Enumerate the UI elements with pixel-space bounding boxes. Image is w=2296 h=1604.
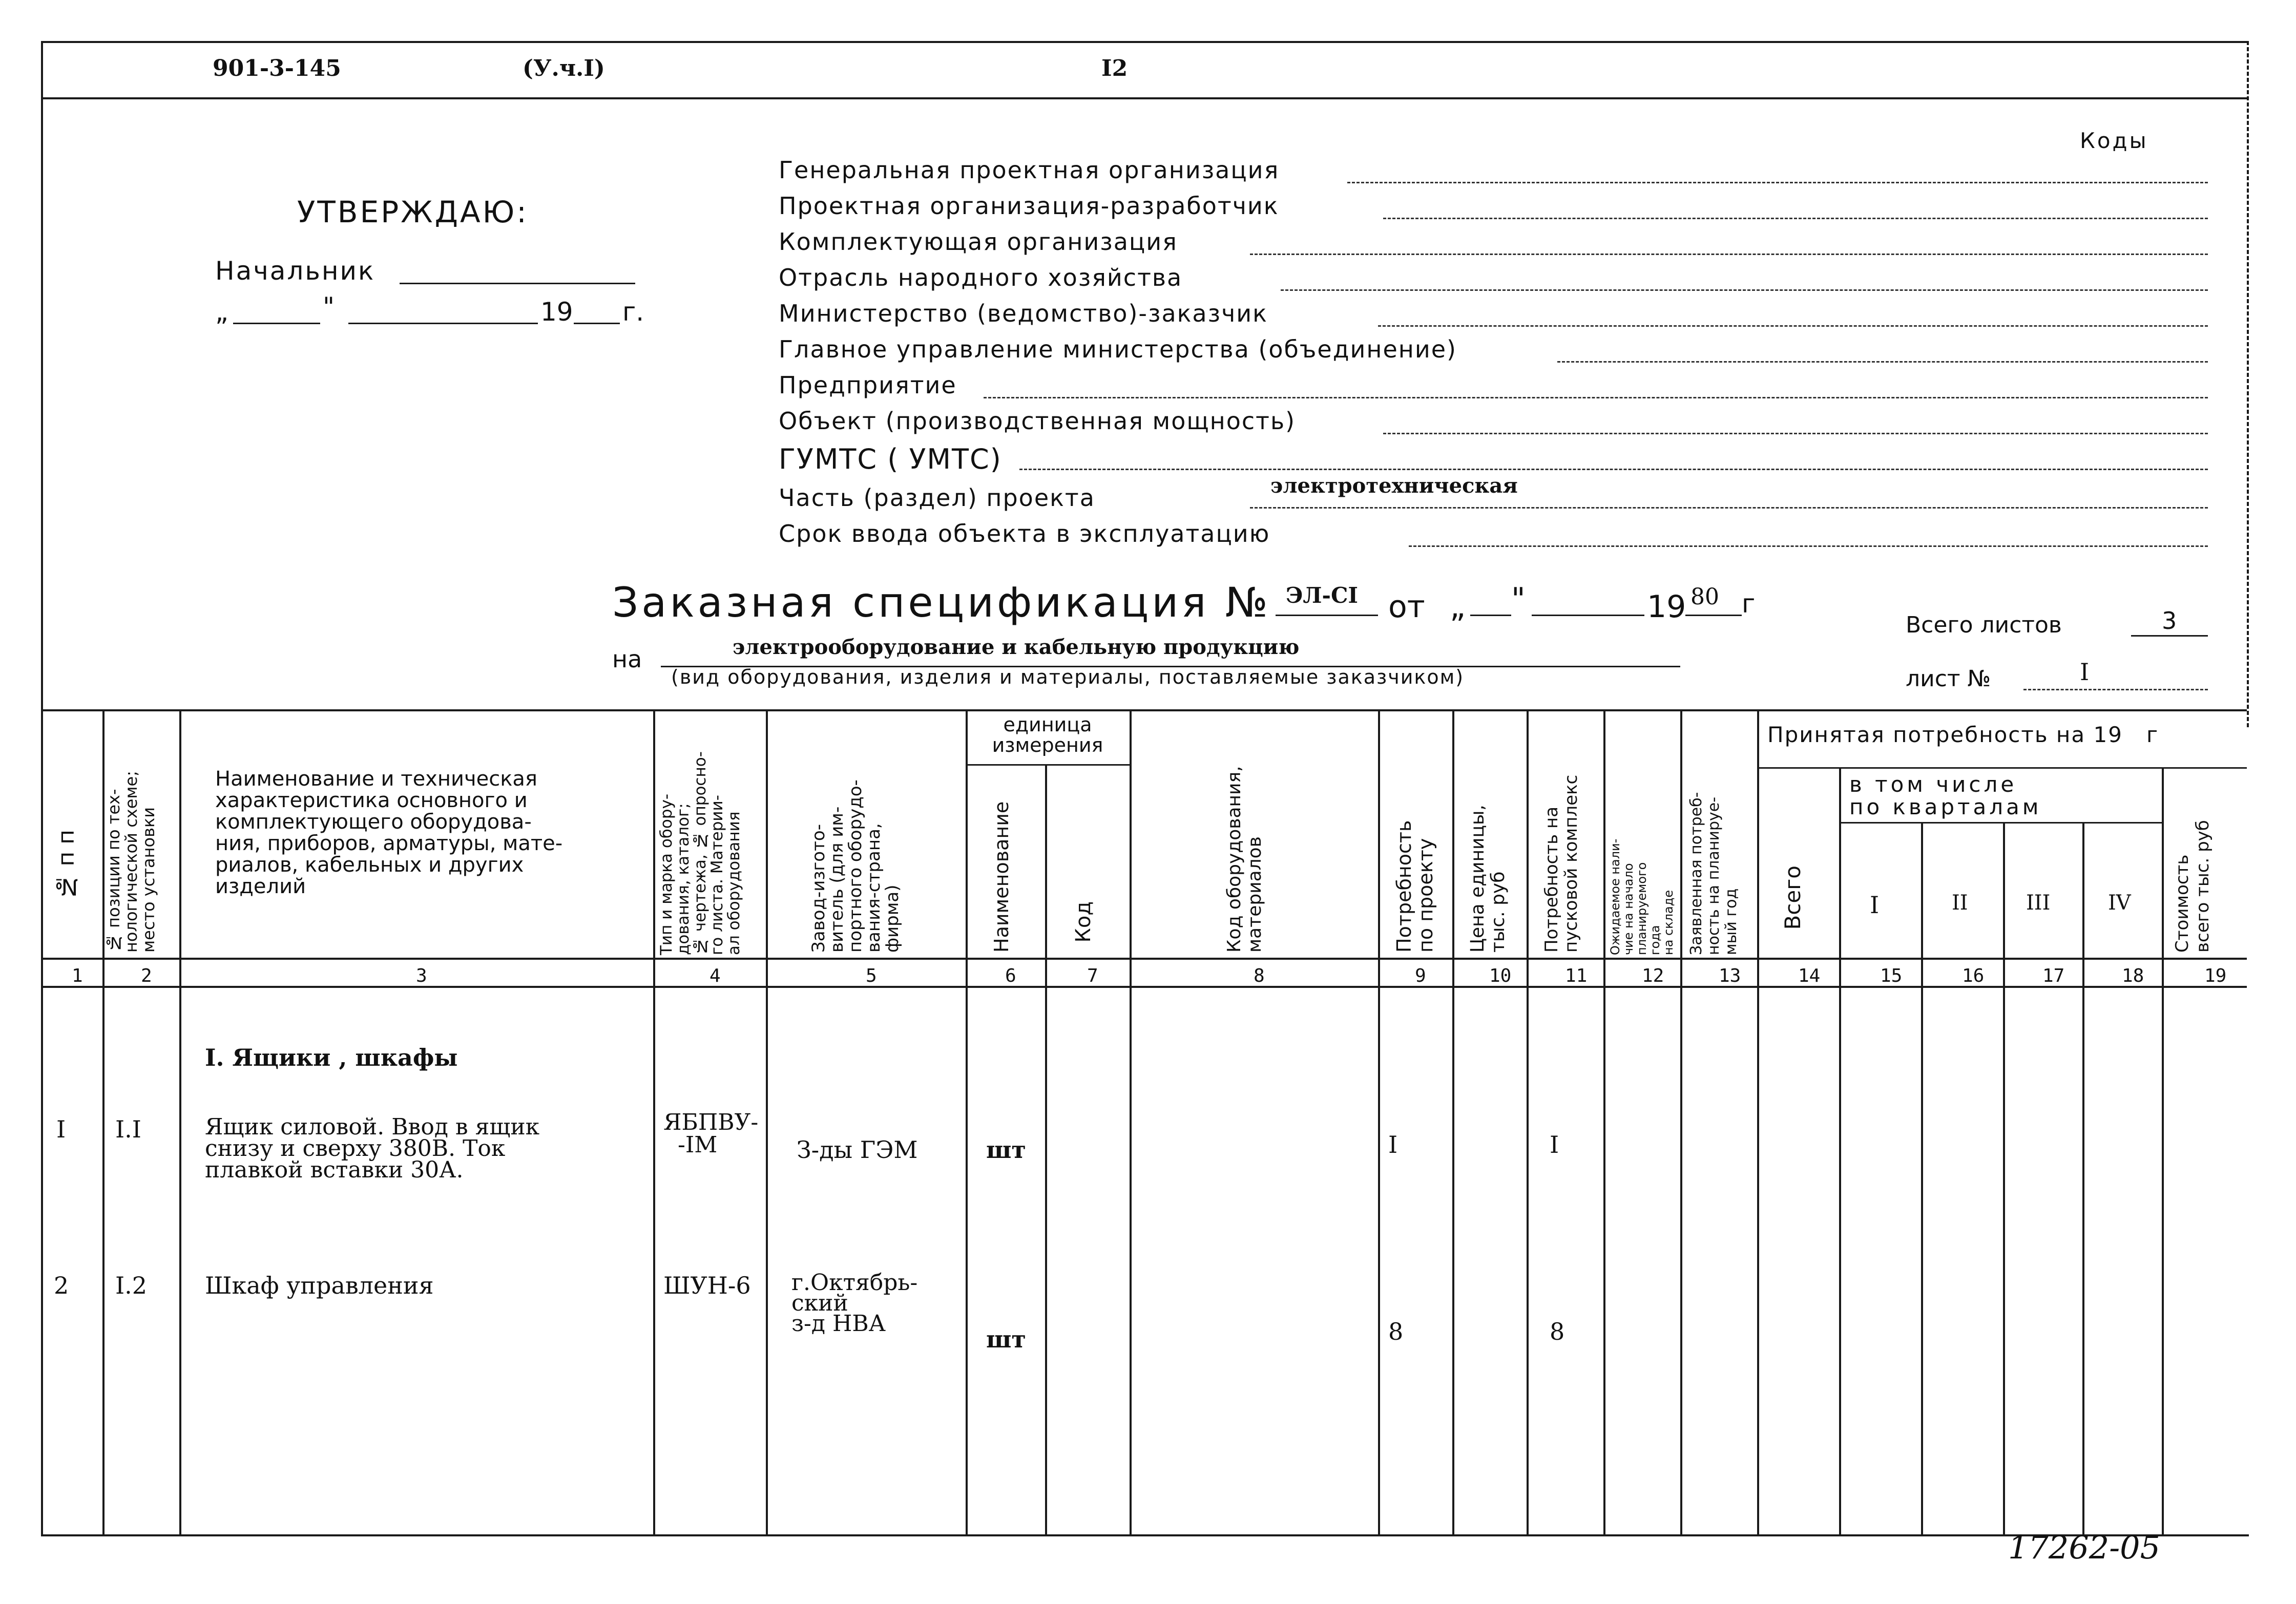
col-num-5: 5 xyxy=(866,965,877,986)
spec-year-line xyxy=(1685,615,1742,616)
section-title: I. Ящики , шкафы xyxy=(205,1044,458,1071)
col-num-15: 15 xyxy=(1880,965,1903,986)
sheet-value: I xyxy=(2080,658,2090,686)
spec-on-label: на xyxy=(612,645,642,673)
col-num-11: 11 xyxy=(1565,965,1588,986)
accepted-group-line xyxy=(1757,767,2247,769)
field-ministry-line xyxy=(1378,325,2208,327)
row-name: Шкаф управления xyxy=(205,1272,434,1299)
col-header-11: Потребность на пусковой комплекс xyxy=(1541,774,1581,953)
header-separator xyxy=(41,97,2249,99)
unit-group-line xyxy=(966,764,1130,766)
col-num-4: 4 xyxy=(709,965,721,986)
col-header-19: Стоимость всего тыс. руб xyxy=(2172,820,2213,953)
col-header-16: II xyxy=(1952,891,1968,915)
row-position: I.I xyxy=(115,1115,141,1143)
field-industry: Отрасль народного хозяйства xyxy=(779,264,1183,291)
table-top xyxy=(41,709,2247,711)
field-project-part-line xyxy=(1250,507,2208,509)
date-day-line xyxy=(233,323,320,324)
spec-year-prefix: 19 xyxy=(1647,589,1686,625)
col-num-9: 9 xyxy=(1415,965,1426,986)
col-header-10: Цена единицы, тыс. руб xyxy=(1467,805,1509,953)
col-num-3: 3 xyxy=(416,965,427,986)
quarters-group-line xyxy=(1839,822,2162,824)
col-sep-6 xyxy=(1045,764,1047,1534)
col-num-1: 1 xyxy=(72,965,83,986)
date-month-line xyxy=(348,323,538,324)
col-num-18: 18 xyxy=(2122,965,2144,986)
date-year-line xyxy=(574,323,620,324)
row-qty-launch: I xyxy=(1550,1131,1559,1158)
table-bottom xyxy=(41,1534,2247,1536)
col-header-13: Заявленная потреб- ность на планируе- мый год xyxy=(1687,792,1740,955)
col-header-15: I xyxy=(1870,891,1880,919)
field-object: Объект (производственная мощность) xyxy=(779,407,1296,435)
field-enterprise-line xyxy=(984,397,2208,398)
row-name: Ящик силовой. Ввод в ящик снизу и сверху 380В. Ток плавкой вставки 30А. xyxy=(205,1114,540,1183)
row-type: ЯБПВУ- -IМ xyxy=(663,1109,759,1158)
col-sep-9 xyxy=(1452,709,1454,1534)
col-sep-4 xyxy=(766,709,768,1534)
frame-left xyxy=(41,41,43,1536)
codes-label: Коды xyxy=(2080,128,2148,153)
total-sheets-value: 3 xyxy=(2162,607,2177,635)
col-header-4: Тип и марка обору- дования, каталог; № чертежа, № опросно- го листа. Материи- ал оборудования xyxy=(657,751,743,955)
date-year-suffix: г. xyxy=(622,297,644,327)
frame-top xyxy=(41,41,2249,43)
row-number: 2 xyxy=(54,1272,69,1299)
doc-code: 901-3-145 xyxy=(213,55,341,81)
col-header-7: Код xyxy=(1072,901,1095,943)
field-commissioning-line xyxy=(1409,545,2208,547)
col-num-10: 10 xyxy=(1489,965,1512,986)
col-num-6: 6 xyxy=(1005,965,1016,986)
col-sep-7 xyxy=(1130,709,1132,1534)
spec-year-suffix: г xyxy=(1742,589,1756,619)
row-number: I xyxy=(56,1115,66,1143)
row-position: I.2 xyxy=(115,1272,148,1299)
row-qty-launch: 8 xyxy=(1550,1318,1565,1345)
col-header-8: Код оборудования, материалов xyxy=(1224,766,1265,953)
spec-number: ЭЛ-CI xyxy=(1286,583,1359,608)
spec-quote-open: „ xyxy=(1450,589,1466,625)
field-object-line xyxy=(1383,433,2208,434)
page-number: I2 xyxy=(1101,55,1128,81)
spec-subject: электрооборудование и кабельную продукцию xyxy=(733,635,1300,659)
col-num-17: 17 xyxy=(2042,965,2065,986)
spec-year-value: 80 xyxy=(1690,584,1719,610)
col-header-2: № позиции по тех- нологической схеме; место установки xyxy=(104,770,158,953)
col-sep-8 xyxy=(1378,709,1380,1534)
total-sheets-label: Всего листов xyxy=(1906,612,2062,638)
col-header-1: № п п xyxy=(53,830,79,900)
col-num-13: 13 xyxy=(1719,965,1741,986)
row-qty-project: I xyxy=(1388,1131,1398,1158)
field-project-part-value: электротехническая xyxy=(1270,474,1518,498)
field-industry-line xyxy=(1281,289,2208,291)
col-header-12: Ожидаемое нали- чие на начало планируемого года на складе xyxy=(1608,838,1676,955)
field-project-part: Часть (раздел) проекта xyxy=(779,484,1095,512)
footer-stamp: 17262-05 xyxy=(2008,1529,2161,1566)
col-sep-11 xyxy=(1603,709,1605,1534)
col-num-19: 19 xyxy=(2204,965,2227,986)
col-sep-5 xyxy=(966,709,968,1534)
col-header-9: Потребность по проекту xyxy=(1393,820,1437,953)
volume-label: (У.ч.I) xyxy=(523,55,605,81)
col-num-14: 14 xyxy=(1798,965,1821,986)
table-colnum-bottom xyxy=(41,986,2247,988)
col-header-18: IV xyxy=(2108,891,2131,915)
spec-title: Заказная спецификация № xyxy=(612,579,1271,626)
col-sep-14 xyxy=(1839,767,1841,1534)
spec-number-line xyxy=(1276,615,1378,616)
frame-right xyxy=(2247,41,2249,727)
row-maker: З-ды ГЭМ xyxy=(797,1136,918,1164)
spec-day-line xyxy=(1470,615,1511,616)
field-design-org: Проектная организация-разработчик xyxy=(779,192,1279,220)
quarters-group-header: в том числе по кварталам xyxy=(1849,772,2042,819)
row-unit: шт xyxy=(986,1325,1026,1353)
col-num-2: 2 xyxy=(141,965,152,986)
row-type: ШУН-6 xyxy=(663,1272,751,1299)
col-header-6: Наименование xyxy=(990,801,1013,953)
date-year-prefix: 19 xyxy=(540,297,573,327)
sheet-line xyxy=(2023,689,2208,690)
field-main-directorate: Главное управление министерства (объединение) xyxy=(779,335,1457,363)
table-header-bottom xyxy=(41,958,2247,960)
date-quote-close: " xyxy=(323,292,335,322)
col-sep-17 xyxy=(2082,822,2084,1534)
col-sep-2 xyxy=(179,709,181,1534)
field-main-directorate-line xyxy=(1557,361,2208,363)
col-sep-12 xyxy=(1680,709,1682,1534)
approval-title: УТВЕРЖДАЮ: xyxy=(297,195,529,229)
field-ministry: Министерство (ведомство)-заказчик xyxy=(779,300,1268,327)
date-quote-open: „ xyxy=(215,297,228,327)
chief-label: Начальник xyxy=(215,256,375,286)
col-sep-15 xyxy=(1921,822,1923,1534)
row-qty-project: 8 xyxy=(1388,1318,1404,1345)
col-sep-13 xyxy=(1757,709,1759,1534)
row-unit: шт xyxy=(986,1136,1026,1164)
field-supply-org-line xyxy=(1250,254,2208,255)
spec-from-label: от xyxy=(1388,589,1425,625)
col-sep-3 xyxy=(653,709,655,1534)
col-header-5: Завод-изгото- витель (для им- портного оборудо- вания-страна, фирма) xyxy=(808,779,903,953)
col-num-8: 8 xyxy=(1254,965,1265,986)
field-supply-org: Комплектующая организация xyxy=(779,228,1178,256)
spec-month-line xyxy=(1532,615,1644,616)
col-num-7: 7 xyxy=(1087,965,1098,986)
col-sep-18 xyxy=(2162,767,2164,1534)
col-num-12: 12 xyxy=(1642,965,1664,986)
unit-group-header: единица измерения xyxy=(992,713,1103,756)
col-num-16: 16 xyxy=(1962,965,1985,986)
sheet-label: лист № xyxy=(1906,666,1991,692)
spec-quote-close: " xyxy=(1511,581,1526,617)
col-sep-10 xyxy=(1527,709,1529,1534)
field-gumts: ГУМТС ( УМТС) xyxy=(779,443,1002,475)
chief-line xyxy=(400,283,635,284)
field-gumts-line xyxy=(1019,469,2208,470)
row-maker: г.Октябрь- ский з-д НВА xyxy=(791,1270,918,1337)
col-header-17: III xyxy=(2026,891,2051,915)
field-general-org: Генеральная проектная организация xyxy=(779,156,1280,184)
field-enterprise: Предприятие xyxy=(779,371,957,399)
accepted-group-header: Принятая потребность на 19 г xyxy=(1767,722,2159,747)
col-header-3: Наименование и техническая характеристика основного и комплектующего оборудова- ния, приборов, арматуры, мате- риалов, кабельных и других изделий xyxy=(215,767,563,898)
total-sheets-line xyxy=(2131,635,2208,637)
col-sep-16 xyxy=(2003,822,2005,1534)
field-design-org-line xyxy=(1383,218,2208,219)
spec-subject-caption: (вид оборудования, изделия и материалы, поставляемые заказчиком) xyxy=(671,666,1465,688)
col-header-14: Всего xyxy=(1780,866,1805,930)
field-general-org-line xyxy=(1347,182,2208,183)
field-commissioning: Срок ввода объекта в эксплуатацию xyxy=(779,520,1270,547)
